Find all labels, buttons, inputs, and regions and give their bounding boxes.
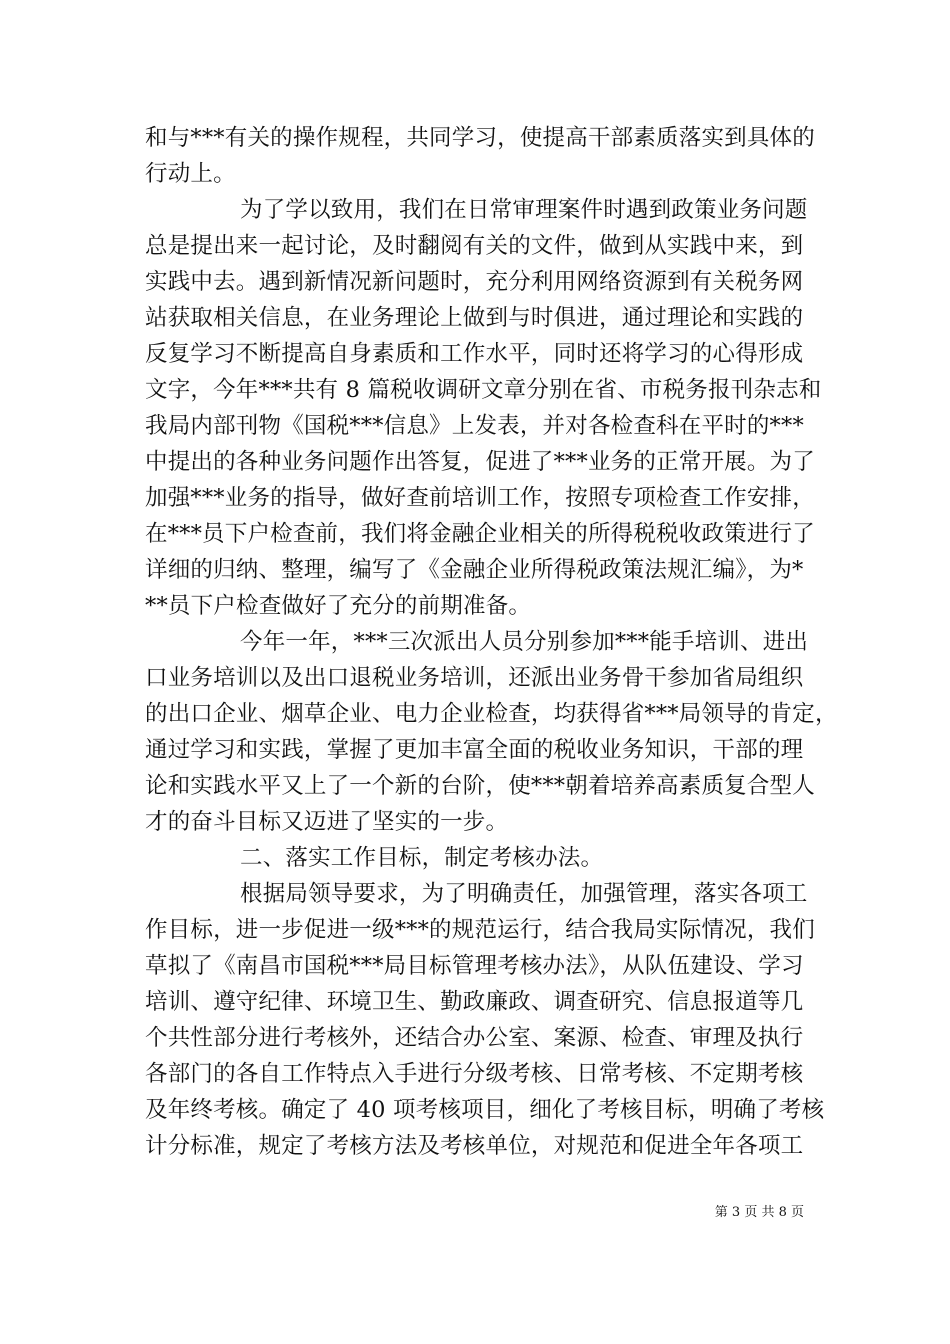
text-line: 作目标，进一步促进一级***的规范运行，结合我局实际情况，我们 <box>145 917 815 943</box>
text-line: 中提出的各种业务问题作出答复，促进了***业务的正常开展。为了 <box>145 449 815 475</box>
section-heading: 二、落实工作目标，制定考核办法。 <box>240 845 604 871</box>
text-line: 论和实践水平又上了一个新的台阶，使***朝着培养高素质复合型人 <box>145 773 815 799</box>
text-line: 计分标准，规定了考核方法及考核单位，对规范和促进全年各项工 <box>145 1133 804 1159</box>
paragraph-first-line: 今年一年，***三次派出人员分别参加***能手培训、进出 <box>240 629 809 655</box>
text-line: 口业务培训以及出口退税业务培训，还派出业务骨干参加省局组织 <box>145 665 804 691</box>
text-line: 文字，今年***共有 8 篇税收调研文章分别在省、市税务报刊杂志和 <box>145 377 822 403</box>
text-line: 总是提出来一起讨论，及时翻阅有关的文件，做到从实践中来，到 <box>145 233 804 259</box>
text-line: 实践中去。遇到新情况新问题时，充分利用网络资源到有关税务网 <box>145 269 804 295</box>
page-number-footer: 第 3 页 共 8 页 <box>714 1205 804 1220</box>
text-line: 行动上。 <box>145 161 236 187</box>
text-line: 和与***有关的操作规程，共同学习，使提高干部素质落实到具体的 <box>145 125 815 151</box>
text-line: 才的奋斗目标又迈进了坚实的一步。 <box>145 809 509 835</box>
text-line: **员下户检查做好了充分的前期准备。 <box>145 593 532 619</box>
text-line: 培训、遵守纪律、环境卫生、勤政廉政、调查研究、信息报道等几 <box>145 989 804 1015</box>
paragraph-first-line: 根据局领导要求，为了明确责任，加强管理，落实各项工 <box>240 881 808 907</box>
text-line: 我局内部刊物《国税***信息》上发表，并对各检查科在平时的*** <box>145 413 804 439</box>
text-line: 各部门的各自工作特点入手进行分级考核、日常考核、不定期考核 <box>145 1061 804 1087</box>
text-line: 的出口企业、烟草企业、电力企业检查，均获得省***局领导的肯定， <box>145 701 838 727</box>
text-line: 通过学习和实践，掌握了更加丰富全面的税收业务知识，干部的理 <box>145 737 804 763</box>
text-line: 详细的归纳、整理，编写了《金融企业所得税政策法规汇编》，为* <box>145 557 804 583</box>
text-line: 反复学习不断提高自身素质和工作水平，同时还将学习的心得形成 <box>145 341 804 367</box>
text-line: 草拟了《南昌市国税***局目标管理考核办法》，从队伍建设、学习 <box>145 953 804 979</box>
text-line: 站获取相关信息，在业务理论上做到与时俱进，通过理论和实践的 <box>145 305 804 331</box>
text-line: 加强***业务的指导，做好查前培训工作，按照专项检查工作安排， <box>145 485 815 511</box>
text-line: 在***员下户检查前，我们将金融企业相关的所得税税收政策进行了 <box>145 521 815 547</box>
text-line: 及年终考核。确定了 40 项考核项目，细化了考核目标，明确了考核 <box>145 1097 825 1123</box>
text-line: 个共性部分进行考核外，还结合办公室、案源、检查、审理及执行 <box>145 1025 804 1051</box>
paragraph-first-line: 为了学以致用，我们在日常审理案件时遇到政策业务问题 <box>240 197 808 223</box>
